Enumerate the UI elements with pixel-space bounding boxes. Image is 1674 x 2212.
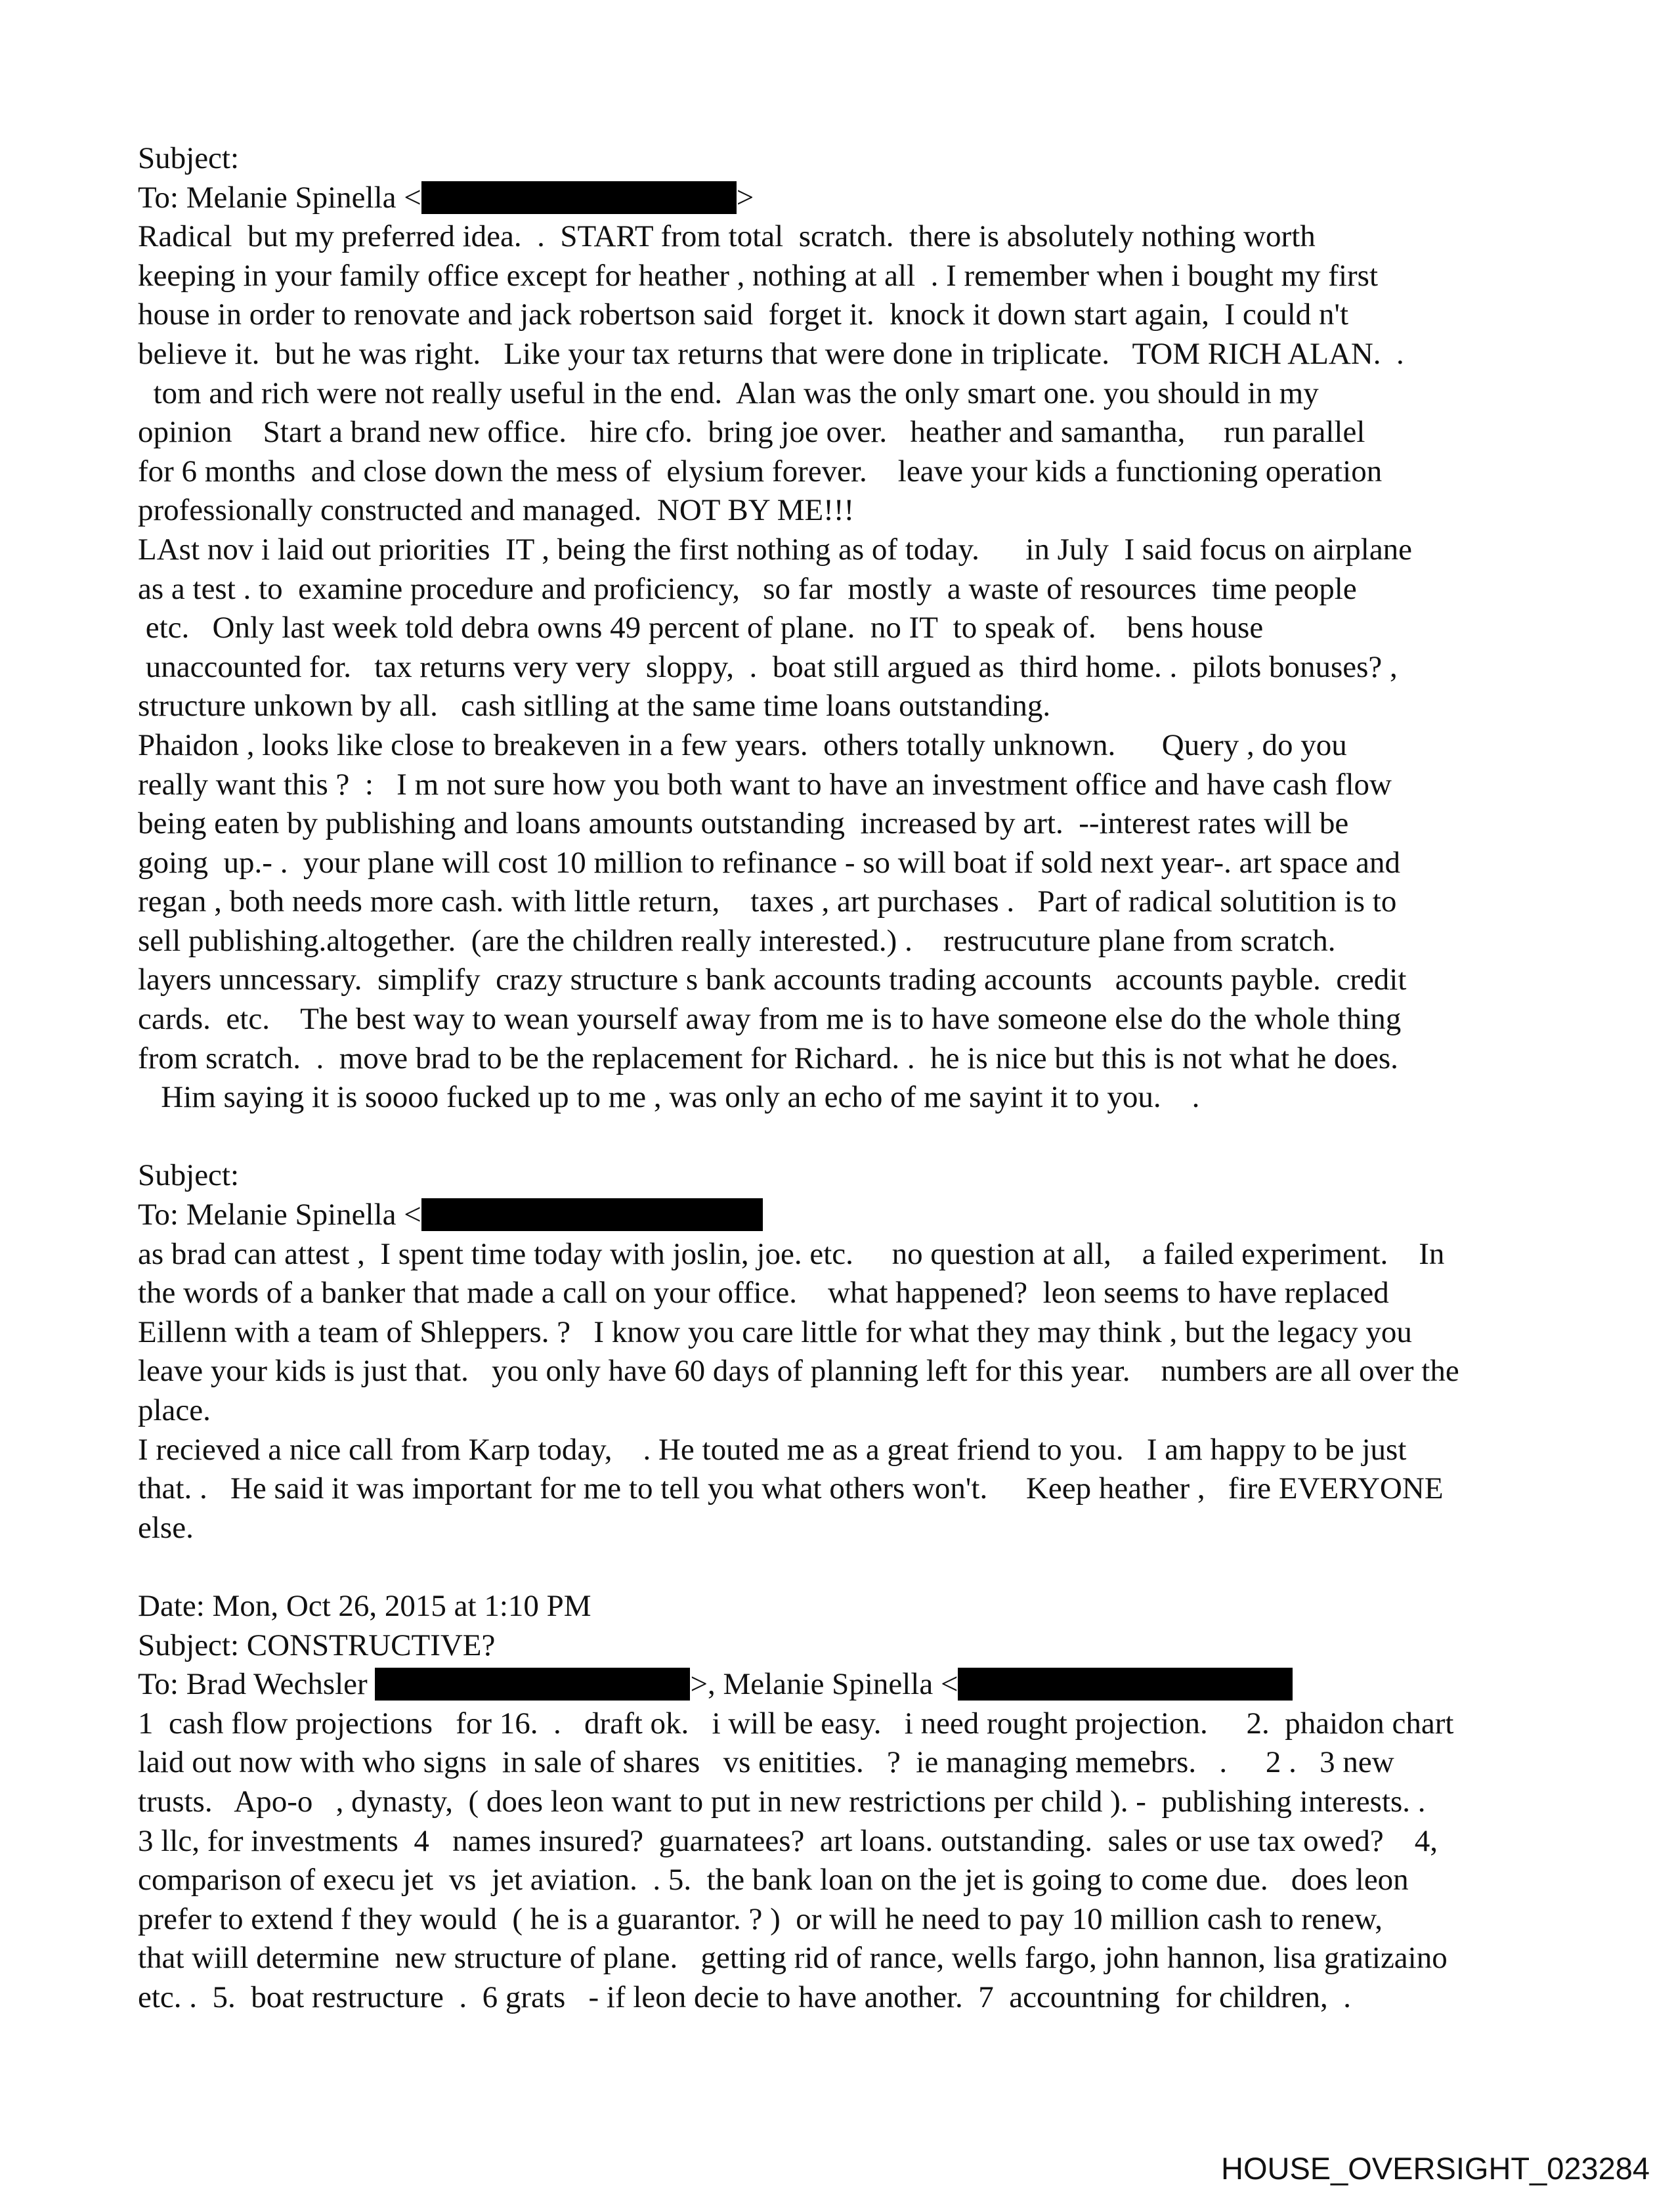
body-line: the words of a banker that made a call on your office. what happened? leon seems to have replaced bbox=[138, 1276, 1389, 1311]
body-line: that. . He said it was important for me to tell you what others won't. Keep heather , fire EVERYONE bbox=[138, 1471, 1444, 1506]
email-body bbox=[138, 1704, 1536, 2018]
redaction-bar bbox=[958, 1668, 1293, 1701]
body-line: that wiill determine new structure of plane. getting rid of rance, wells fargo, john hannon, lisa gratizaino bbox=[138, 1941, 1448, 1976]
body-line: opinion Start a brand new office. hire cfo. bring joe over. heather and samantha, run parallel bbox=[138, 415, 1365, 450]
document-page bbox=[138, 139, 1536, 2018]
body-line: Eillenn with a team of Shleppers. ? I know you care little for what they may think , but the legacy you bbox=[138, 1314, 1412, 1349]
body-line: from scratch. . move brad to be the replacement for Richard. . he is nice but this is not what he does. bbox=[138, 1041, 1398, 1075]
body-line: laid out now with who signs in sale of shares vs enitities. ? ie managing memebrs. . 2 . 3 new bbox=[138, 1745, 1394, 1780]
body-line: prefer to extend f they would ( he is a guarantor. ? ) or will he need to pay 10 million cash to renew, bbox=[138, 1901, 1383, 1936]
body-line: structure unkown by all. cash sitlling at the same time loans outstanding. bbox=[138, 689, 1051, 724]
body-line: as brad can attest , I spent time today with joslin, joe. etc. no question at all, a failed experiment. In bbox=[138, 1236, 1445, 1271]
body-line: comparison of execu jet vs jet aviation. . 5. the bank loan on the jet is going to come due. does leon bbox=[138, 1863, 1409, 1898]
body-line: etc. . 5. boat restructure . 6 grats - if leon decie to have another. 7 accountning for children, . bbox=[138, 1980, 1352, 2014]
body-line: really want this ? : I m not sure how you both want to have an investment office and have cash flow bbox=[138, 767, 1392, 802]
email-subject: Subject: CONSTRUCTIVE? bbox=[138, 1628, 496, 1662]
email-to bbox=[138, 1665, 1536, 1704]
email-2 bbox=[138, 1156, 1536, 1548]
body-line: Him saying it is soooo fucked up to me , was only an echo of me sayint it to you. . bbox=[138, 1080, 1200, 1115]
email-date: Date: Mon, Oct 26, 2015 at 1:10 PM bbox=[138, 1588, 591, 1623]
to-prefix: To: Brad Wechsler bbox=[138, 1667, 376, 1702]
email-subject: Subject: bbox=[138, 141, 240, 175]
body-line: unaccounted for. tax returns very very sloppy, . boat still argued as third home. . pilots bonuses? , bbox=[138, 649, 1398, 684]
redaction-bar bbox=[375, 1668, 690, 1701]
spacer bbox=[138, 1548, 1536, 1587]
body-line: 1 cash flow projections for 16. . draft ok. i will be easy. i need rought projection. 2. phaidon chart bbox=[138, 1706, 1454, 1741]
body-line: else. bbox=[138, 1510, 194, 1545]
body-line: 3 llc, for investments 4 names insured? guarnatees? art loans. outstanding. sales or use tax owed? 4, bbox=[138, 1823, 1438, 1858]
email-body bbox=[138, 217, 1536, 1117]
body-line: house in order to renovate and jack robertson said forget it. knock it down start again, I could n't bbox=[138, 297, 1349, 332]
body-line: keeping in your family office except for heather , nothing at all . I remember when i bought my first bbox=[138, 258, 1378, 293]
body-line: regan , both needs more cash. with little return, taxes , art purchases . Part of radical solutition is to bbox=[138, 884, 1397, 919]
body-line: trusts. Apo-o , dynasty, ( does leon want to put in new restrictions per child ). - publishing interests. . bbox=[138, 1784, 1426, 1819]
redaction-bar bbox=[421, 181, 737, 214]
body-line: being eaten by publishing and loans amounts outstanding increased by art. --interest rates will be bbox=[138, 806, 1349, 841]
body-line: believe it. but he was right. Like your tax returns that were done in triplicate. TOM RICH ALAN. . bbox=[138, 336, 1404, 371]
body-line: sell publishing.altogether. (are the children really interested.) . restrucuture plane from scratch. bbox=[138, 923, 1336, 958]
email-to bbox=[138, 179, 1536, 218]
body-line: LAst nov i laid out priorities IT , being the first nothing as of today. in July I said focus on airplane bbox=[138, 532, 1413, 567]
to-middle: >, Melanie Spinella < bbox=[690, 1667, 958, 1702]
email-1 bbox=[138, 139, 1536, 1117]
body-line: layers unncessary. simplify crazy structure s bank accounts trading accounts accounts payble. credit bbox=[138, 963, 1407, 997]
email-3 bbox=[138, 1587, 1536, 2018]
email-to bbox=[138, 1196, 1536, 1235]
email-subject: Subject: bbox=[138, 1158, 240, 1193]
to-prefix: To: Melanie Spinella < bbox=[138, 180, 421, 215]
body-line: going up.- . your plane will cost 10 million to refinance - so will boat if sold next year-. art space and bbox=[138, 845, 1400, 880]
body-line: I recieved a nice call from Karp today, . He touted me as a great friend to you. I am happy to be just bbox=[138, 1432, 1407, 1467]
bates-number: HOUSE_OVERSIGHT_023284 bbox=[1221, 2151, 1650, 2186]
email-body bbox=[138, 1235, 1536, 1548]
body-line: tom and rich were not really useful in the end. Alan was the only smart one. you should in my bbox=[138, 376, 1319, 410]
body-line: as a test . to examine procedure and proficiency, so far mostly a waste of resources time people bbox=[138, 571, 1357, 606]
body-line: Radical but my preferred idea. . START from total scratch. there is absolutely nothing worth bbox=[138, 219, 1316, 254]
spacer bbox=[138, 1117, 1536, 1157]
body-line: cards. etc. The best way to wean yourself away from me is to have someone else do the whole thing bbox=[138, 1002, 1402, 1037]
body-line: professionally constructed and managed. NOT BY ME!!! bbox=[138, 493, 855, 528]
redaction-bar bbox=[421, 1198, 763, 1231]
body-line: place. bbox=[138, 1393, 211, 1427]
to-prefix: To: Melanie Spinella < bbox=[138, 1198, 421, 1232]
to-suffix: > bbox=[736, 180, 754, 215]
body-line: etc. Only last week told debra owns 49 percent of plane. no IT to speak of. bens house bbox=[138, 611, 1264, 645]
body-line: for 6 months and close down the mess of elysium forever. leave your kids a functioning operation bbox=[138, 454, 1383, 488]
body-line: leave your kids is just that. you only have 60 days of planning left for this year. numbers are all over the bbox=[138, 1354, 1459, 1389]
body-line: Phaidon , looks like close to breakeven in a few years. others totally unknown. Query , do you bbox=[138, 727, 1347, 762]
